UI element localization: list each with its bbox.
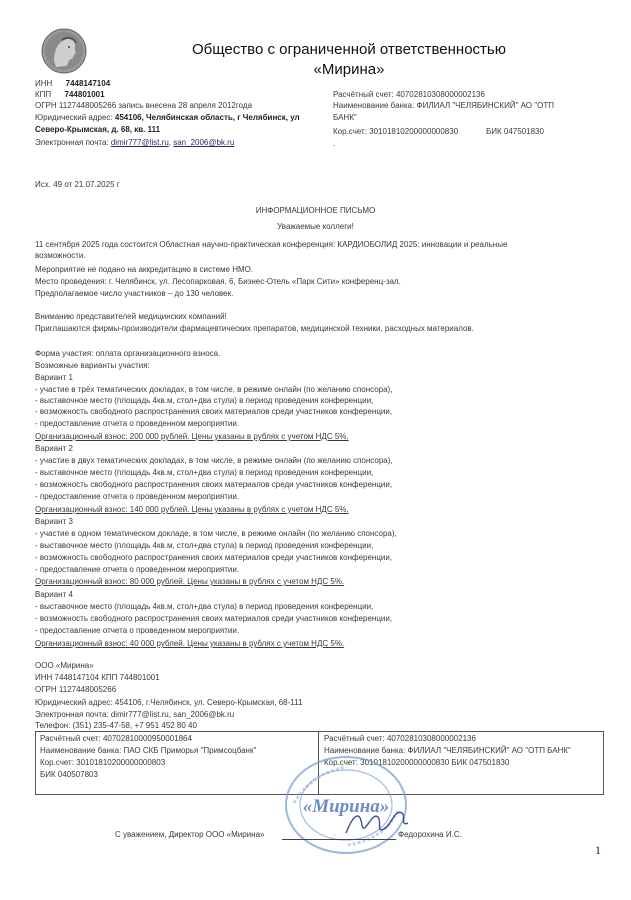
header-bik: БИК 047501830 (486, 127, 544, 136)
header-bank-cont: БАНК" (333, 113, 357, 122)
variant-item: - возможность свободного распространения своих материалов среди участников конференции, (35, 480, 393, 489)
header-bank: Наименование банка: ФИЛИАЛ "ЧЕЛЯБИНСКИЙ" АО "ОТП (333, 101, 554, 110)
variant-fee: Организационный взнос: 200 000 рублей. Цены указаны в рублях с учетом НДС 5%. (35, 432, 349, 441)
header-corr: Кор.счет: 30101810200000000830 (333, 127, 459, 136)
page-number: 1 (595, 843, 601, 857)
attention: Вниманию представителей медицинских компаний! (35, 312, 227, 321)
bank-right-line: Наименование банка: ФИЛИАЛ "ЧЕЛЯБИНСКИЙ" АО "ОТП БАНК" (324, 746, 571, 755)
bank-right-line: Кор.счет: 30101810200000000830 БИК 047501830 (324, 758, 510, 767)
footer-ogrn: ОГРН 1127448005266 (35, 685, 117, 694)
intro-line-2: возможности. (35, 251, 86, 260)
variant-item: - предоставление отчета о проведенном мероприятии. (35, 419, 240, 428)
variant-fee: Организационный взнос: 40 000 рублей. Цены указаны в рублях с учетом НДС 5%. (35, 639, 345, 648)
variant-item: - выставочное место (площадь 4кв.м, стол+два стула) в период проведения конференции, (35, 396, 374, 405)
variant-item: - предоставление отчета о проведенном мероприятии. (35, 492, 240, 501)
outgoing-reference: Исх. 49 от 21.07.2025 г (35, 180, 120, 189)
company-logo (40, 27, 88, 75)
header-dot: . (333, 139, 336, 148)
header-address-cont: Северо-Крымская, д. 68, кв. 111 (35, 125, 161, 134)
nmo-note: Мероприятие не подано на аккредитацию в системе НМО. (35, 265, 254, 274)
intro-line-1: 11 сентября 2025 года состоится Областная научно-практическая конференция: КАРДИОБОЛИД 2025: инновации и реальные (35, 240, 508, 249)
bank-right-line: Расчётный счет: 40702810308000002136 (324, 734, 476, 743)
variant-title: Вариант 4 (35, 590, 73, 599)
footer-email: Электронная почта: dimir777@list.ru, san_2006@bk.ru (35, 710, 235, 719)
participants: Предполагаемое число участников – до 130 человек. (35, 289, 234, 298)
bank-left-line: Кор.счет: 30101810200000000803 (40, 758, 166, 767)
letter-title: ИНФОРМАЦИОННОЕ ПИСЬМО (255, 206, 376, 215)
variant-title: Вариант 1 (35, 373, 73, 382)
header-ogrn: ОГРН 1127448005266 запись внесена 28 апреля 2012года (35, 101, 253, 110)
bank-left-line: БИК 040507803 (40, 770, 98, 779)
company-name-line1: Общество с ограниченной ответственностью (192, 41, 506, 58)
header-inn: ИНН 7448147104 (35, 79, 111, 88)
signature-name: Федорохина И.С. (398, 830, 462, 839)
variant-item: - участие в двух тематических докладах, в том числе, в режиме онлайн (по желанию спонсора), (35, 456, 393, 465)
footer-company: ООО «Мирина» (35, 661, 94, 670)
variant-item: - предоставление отчета о проведенном мероприятии. (35, 626, 240, 635)
variant-item: - выставочное место (площадь 4кв.м, стол+два стула) в период проведения конференции, (35, 602, 374, 611)
stamp-text: «Мирина» (302, 796, 390, 817)
variant-title: Вариант 2 (35, 444, 73, 453)
signature-closing: С уважением, Директор ООО «Мирина» (115, 830, 265, 839)
footer-phone: Телефон: (351) 235-47-58, +7 951 452 80 40 (35, 721, 197, 730)
variant-item: - возможность свободного распространения своих материалов среди участников конференции, (35, 614, 393, 623)
variant-fee: Организационный взнос: 80 000 рублей. Цены указаны в рублях с учетом НДС 5%. (35, 577, 345, 586)
header-address: Юридический адрес: 454106, Челябинская область, г Челябинск, ул (35, 113, 300, 122)
invite: Приглашаются фирмы-производители фармацевтических препаратов, медицинской техники, расходных материалов. (35, 324, 474, 333)
variant-item: - участие в трёх тематических докладах, в том числе, в режиме онлайн (по желанию спонсора), (35, 385, 393, 394)
header-account: Расчётный счет: 40702810308000002136 (333, 90, 485, 99)
venue: Место проведения: г. Челябинск, ул. Лесопарковая, 6, Бизнес-Отель «Парк Сити» конференц-зал. (35, 277, 401, 286)
variant-fee: Организационный взнос: 140 000 рублей. Цены указаны в рублях с учетом НДС 5%. (35, 505, 349, 514)
footer-inn-kpp: ИНН 7448147104 КПП 744801001 (35, 673, 160, 682)
header-email: Электронная почта: dimir777@list.ru, san_2006@bk.ru (35, 138, 235, 147)
participation-form: Форма участия: оплата организационного взноса. (35, 349, 221, 358)
variant-item: - выставочное место (площадь 4кв.м, стол+два стула) в период проведения конференции, (35, 468, 374, 477)
variant-item: - участие в одном тематическом докладе, в том числе, в режиме онлайн (по желанию спонсора), (35, 529, 397, 538)
company-name-line2: «Мирина» (313, 61, 385, 78)
bank-left-line: Наименование банка: ПАО СКБ Приморья "Примсоцбанк" (40, 746, 257, 755)
letter-greeting: Уважаемые коллеги! (277, 222, 354, 231)
variant-item: - возможность свободного распространения своих материалов среди участников конференции, (35, 407, 393, 416)
variant-item: - возможность свободного распространения своих материалов среди участников конференции, (35, 553, 393, 562)
footer-address: Юридический адрес: 454106, г.Челябинск, ул. Северо-Крымская, 68-111 (35, 698, 303, 707)
header-kpp: КПП 744801001 (35, 90, 105, 99)
variant-item: - выставочное место (площадь 4кв.м, стол+два стула) в период проведения конференции, (35, 541, 374, 550)
email-link-2[interactable]: san_2006@bk.ru (173, 138, 235, 147)
bank-left-line: Расчётный счет: 40702810000950001864 (40, 734, 192, 743)
variant-title: Вариант 3 (35, 517, 73, 526)
variant-item: - предоставление отчета о проведенном мероприятии. (35, 565, 240, 574)
options-intro: Возможные варианты участия: (35, 361, 150, 370)
email-link-1[interactable]: dimir777@list.ru (110, 138, 169, 147)
signature-line (282, 839, 396, 840)
